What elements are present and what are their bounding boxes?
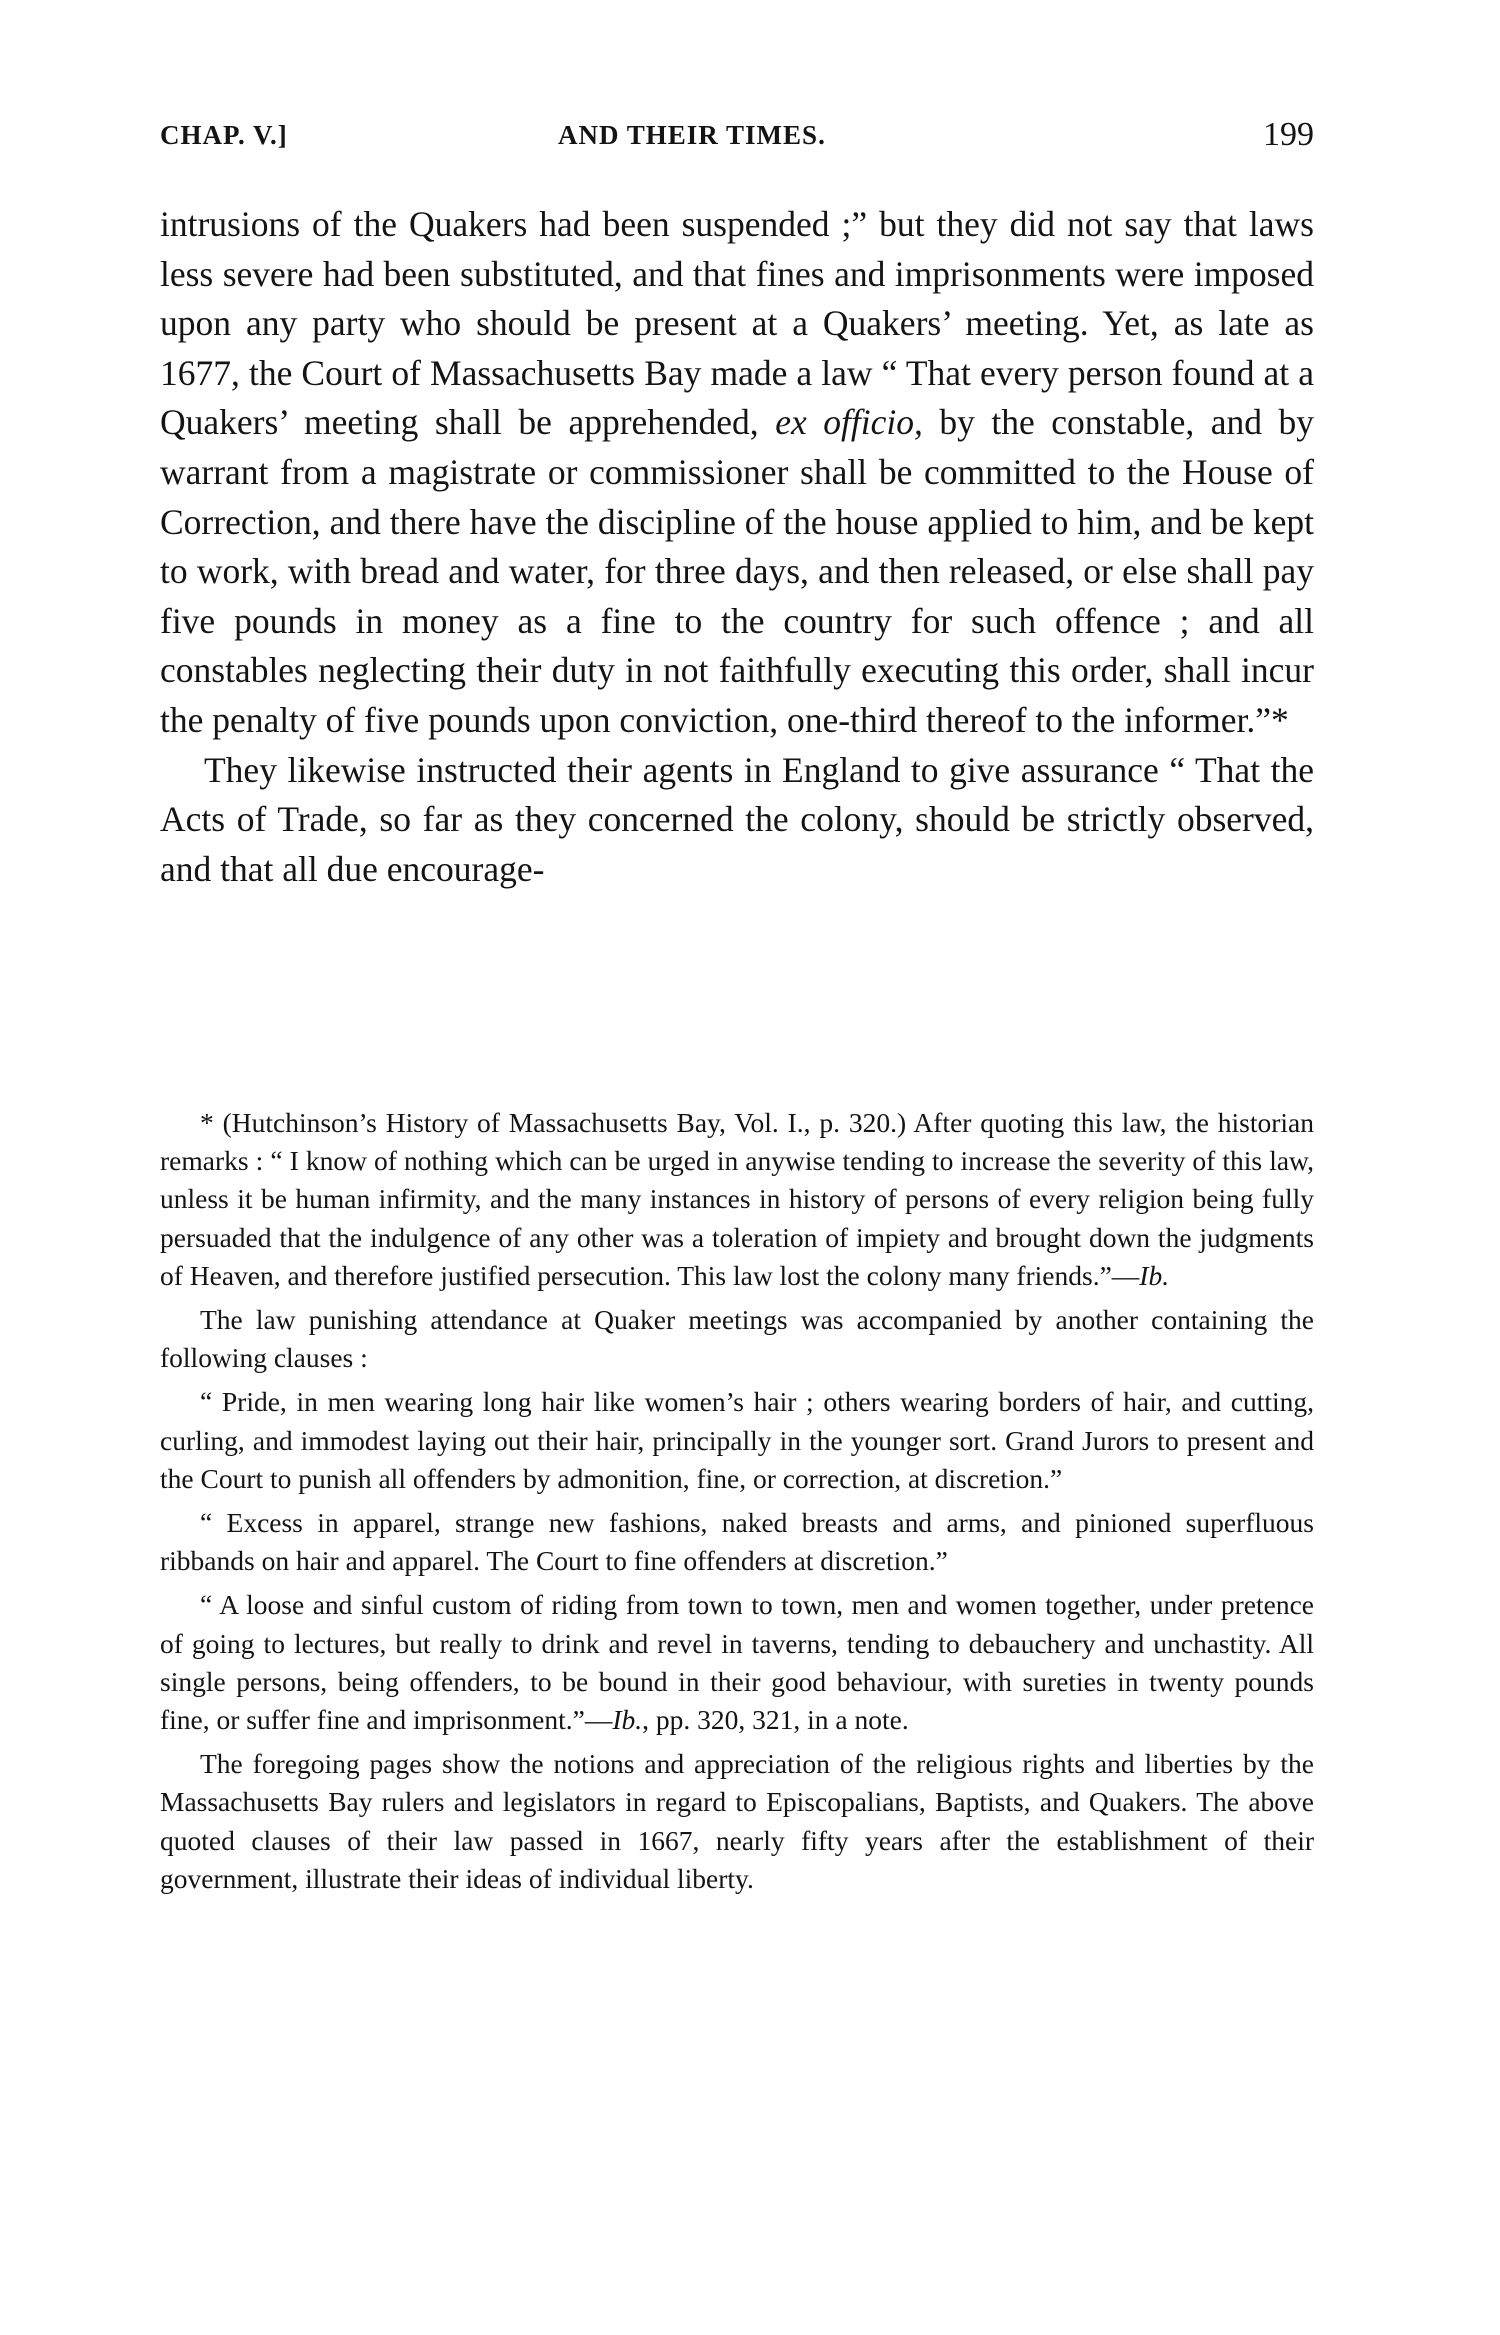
main-text: [160, 200, 1314, 894]
footnote-text: “ A loose and sinful custom of riding from town to town, men and women together, under pretence of going to lectures, but really to drink and revel in taverns, tending to debauchery and unchastity. All single persons, being offenders, to be bound in their good behaviour, with sureties in twenty pounds fine, or suffer fine and imprisonment.”—: [160, 1589, 1314, 1736]
footnote-quote: “ Pride, in men wearing long hair like women’s hair ; others wearing borders of hair, and cutting, curling, and immodest laying out their hair, principally in the younger sort. Grand Jurors to present and the Court to punish all offenders by admonition, fine, or correction, at discretion.”: [160, 1386, 1314, 1494]
footnote-text: * (Hutchinson’s History of Massachusetts Bay, Vol. I., p. 320.) After quoting this law, the historian remarks : “ I know of nothing which can be urged in anywise tending to increase the severity of this law, unless it be human infirmity, and the many instances in history of persons of every religion being fully persuaded that the indulgence of any other was a toleration of impiety and brought down the judgments of Heaven, and therefore justified persecution. This law lost the colony many friends.”—: [160, 1107, 1314, 1291]
body-paragraph: [160, 200, 1314, 746]
ibid-reference: Ib.: [1139, 1259, 1170, 1291]
chapter-label: CHAP. V.]: [160, 120, 288, 150]
footnote-paragraph: [160, 1104, 1314, 1295]
footnote-text: , pp. 320, 321, in a note.: [642, 1704, 909, 1736]
footnotes: [160, 1104, 1314, 1898]
page-number: 199: [1263, 116, 1314, 153]
running-header: [160, 116, 1314, 156]
footnote-quote: “ Excess in apparel, strange new fashions, naked breasts and arms, and pinioned superfluous ribbands on hair and apparel. The Court to fine offenders at discretion.”: [160, 1507, 1314, 1577]
footnote-paragraph: The law punishing attendance at Quaker meetings was accompanied by another containing the following clauses :: [160, 1304, 1314, 1374]
body-paragraph: They likewise instructed their agents in England to give assurance “ That the Acts of Trade, so far as they concerned the colony, should be strictly observed, and that all due encourage-: [160, 749, 1314, 889]
footnote-paragraph: The foregoing pages show the notions and appreciation of the religious rights and liberties by the Massachusetts Bay rulers and legislators in regard to Episcopalians, Baptists, and Quakers. The above quoted clauses of their law passed in 1667, nearly fifty years after the establishment of their government, illustrate their ideas of individual liberty.: [160, 1748, 1314, 1894]
paragraph-text: intrusions of the Quakers had been suspended ;” but they did not say that laws less severe had been substituted, and that fines and imprisonments were imposed upon any party who should be present at a Quakers’ meeting. Yet, as late as 1677, the Court of Massachusetts Bay made a law “ That every person found at a Quakers’ meeting shall be apprehended,: [160, 204, 1314, 443]
footnote-quote: [160, 1586, 1314, 1739]
ibid-reference: Ib.: [612, 1704, 643, 1736]
running-title: AND THEIR TIMES.: [558, 120, 826, 150]
paragraph-text: by the constable, and by warrant from a magistrate or commissioner shall be committed to the House of Correction, and there have the discipline of the house applied to him, and be kept to work, with bread and water, for three days, and then released, or else shall pay five pounds in money as a fine to the country for such offence ; and all constables neglecting their duty in not faithfully executing this order, shall incur the penalty of five pounds upon conviction, one-third thereof to the informer.”*: [160, 402, 1315, 740]
latin-phrase: ex officio,: [775, 402, 923, 443]
